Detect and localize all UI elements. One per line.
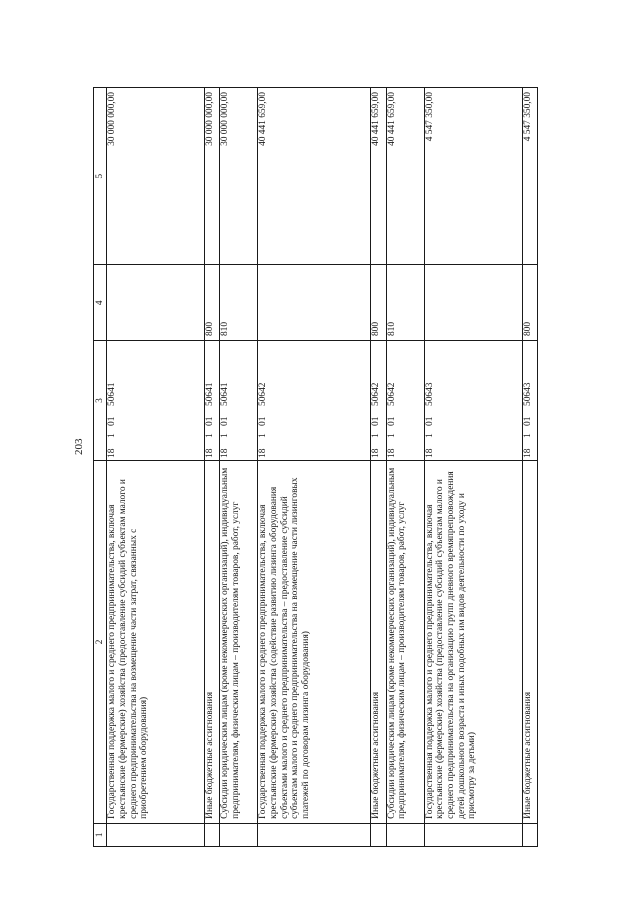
row-amount: 40 441 659,00 <box>258 88 371 265</box>
budget-table <box>93 87 538 847</box>
page-number: 203 <box>73 438 85 455</box>
table-row <box>522 88 538 847</box>
header-col-5: 5 <box>94 88 107 265</box>
row-expense-type: 810 <box>220 265 258 341</box>
row-code: 1810150641 <box>204 341 219 461</box>
rotated-table-region <box>93 87 538 847</box>
row-name: Иные бюджетные ассигнования <box>371 460 386 823</box>
header-col-1: 1 <box>94 823 107 846</box>
row-expense-type <box>107 265 205 341</box>
row-col-1 <box>371 823 386 846</box>
row-expense-type <box>258 265 371 341</box>
row-col-1 <box>220 823 258 846</box>
row-name: Иные бюджетные ассигнования <box>204 460 219 823</box>
row-amount: 30 000 000,00 <box>107 88 205 265</box>
header-col-3: 3 <box>94 341 107 461</box>
row-col-1 <box>386 823 424 846</box>
row-amount: 40 441 659,00 <box>386 88 424 265</box>
table-header-row <box>94 88 107 847</box>
row-col-1 <box>258 823 371 846</box>
row-amount: 4 547 350,00 <box>522 88 538 265</box>
header-col-2: 2 <box>94 460 107 823</box>
table-row <box>258 88 371 847</box>
row-code: 1810150643 <box>522 341 538 461</box>
row-name: Иные бюджетные ассигнования <box>522 460 538 823</box>
row-expense-type: 810 <box>386 265 424 341</box>
row-name: Государственная поддержка малого и среднего предпринимательства, включая крестьянские (фермерские) хозяйства (содействие развитию лизинга оборудования субъектами малого и среднего предпринимательства – предоставление субсидий субъектам малого и среднего предпринимательства на возмещение части лизинговых платежей по договорам лизинга оборудования) <box>258 460 371 823</box>
row-name: Государственная поддержка малого и среднего предпринимательства, включая крестьянские (фермерские) хозяйства (предоставление субсидий субъектам малого и среднего предпринимательства на организацию групп дневного времяпрепровождения детей дошкольного возраста и иных подобных им видов деятельности по уходу и присмотру за детьми) <box>424 460 522 823</box>
row-name: Субсидии юридическим лицам (кроме некоммерческих организаций), индивидуальным предпринимателям, физическим лицам – производителям товаров, работ, услуг <box>220 460 258 823</box>
header-col-4: 4 <box>94 265 107 341</box>
row-amount: 30 000 000,00 <box>220 88 258 265</box>
table-row <box>424 88 522 847</box>
row-code: 1810150643 <box>424 341 522 461</box>
row-name: Государственная поддержка малого и среднего предпринимательства, включая крестьянские (фермерские) хозяйства (предоставление субсидий субъектам малого и среднего предпринимательства на возмещение части затрат, связанных с приобретением оборудования) <box>107 460 205 823</box>
table-row <box>371 88 386 847</box>
row-col-1 <box>424 823 522 846</box>
table-row <box>220 88 258 847</box>
row-code: 1810150641 <box>107 341 205 461</box>
row-code: 1810150642 <box>258 341 371 461</box>
table-row <box>107 88 205 847</box>
row-col-1 <box>204 823 219 846</box>
row-expense-type: 800 <box>522 265 538 341</box>
row-col-1 <box>522 823 538 846</box>
row-expense-type: 800 <box>371 265 386 341</box>
row-code: 1810150642 <box>386 341 424 461</box>
row-amount: 4 547 350,00 <box>424 88 522 265</box>
table-row <box>204 88 219 847</box>
row-amount: 40 441 659,00 <box>371 88 386 265</box>
row-code: 1810150641 <box>220 341 258 461</box>
table-row <box>386 88 424 847</box>
row-col-1 <box>107 823 205 846</box>
row-expense-type: 800 <box>204 265 219 341</box>
row-expense-type <box>424 265 522 341</box>
row-name: Субсидии юридическим лицам (кроме некоммерческих организаций), индивидуальным предпринимателям, физическим лицам – производителям товаров, работ, услуг <box>386 460 424 823</box>
row-amount: 30 000 000,00 <box>204 88 219 265</box>
row-code: 1810150642 <box>371 341 386 461</box>
